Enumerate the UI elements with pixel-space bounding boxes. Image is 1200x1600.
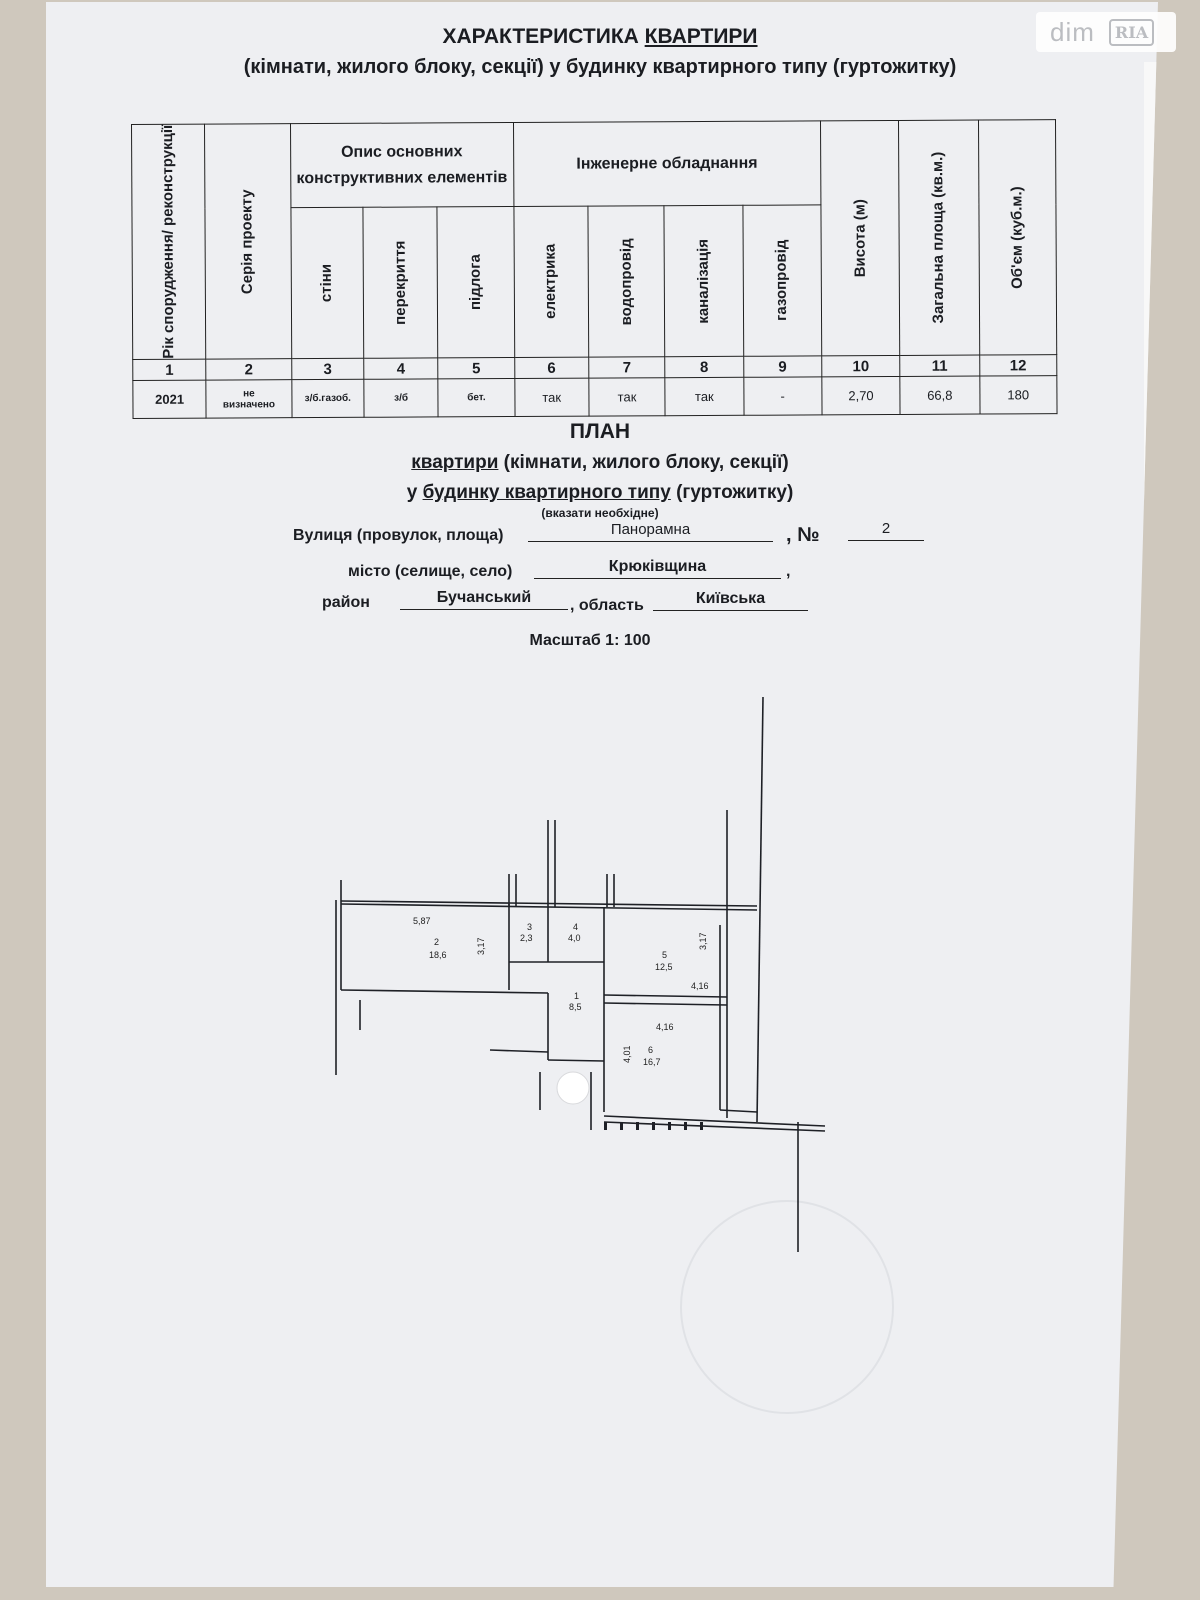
scale-label: Масштаб 1: 100 (529, 632, 651, 649)
header-year-label: Рік спорудження/ реконструкції (159, 124, 178, 359)
title-underlined: КВАРТИРИ (644, 25, 758, 48)
value-series-line2: визначено (222, 398, 276, 411)
value-water: так (589, 378, 666, 416)
outer-wall (720, 1110, 757, 1112)
room4-number: 4 (573, 922, 579, 932)
plan-title: ПЛАН (569, 420, 631, 443)
room6-width-dim: 4,16 (656, 1022, 674, 1032)
col-number: 10 (822, 355, 900, 376)
district-label: район (322, 594, 370, 611)
header-volume-label: Об'єм (куб.м.) (1008, 186, 1026, 289)
plan-line1-rest: (кімнати, жилого блоку, секції) (498, 452, 789, 473)
room6-depth-dim: 4,01 (622, 1045, 632, 1063)
watermark-dim-text: dim (1050, 16, 1095, 47)
col-number: 11 (900, 355, 979, 376)
header-water-label: водопровід (617, 237, 635, 325)
district-field: Бучанський (400, 589, 568, 610)
header-ceilings-label: перекриття (391, 240, 409, 325)
col-number: 2 (206, 359, 291, 380)
header-walls-label: стіни (318, 263, 336, 303)
plan-line1-underlined: квартири (411, 452, 499, 473)
region-field: Київська (653, 590, 808, 611)
city-comma: , (786, 563, 791, 580)
window-mullion (604, 1122, 607, 1130)
window-mullion (668, 1122, 671, 1130)
window-mullion (636, 1122, 639, 1130)
number-field: 2 (848, 520, 924, 541)
room2-width-dim: 5,87 (413, 916, 431, 926)
value-floor: бет. (438, 379, 515, 417)
region-label: , область (570, 597, 644, 614)
interior-wall (604, 995, 727, 997)
plan-line2-prefix: у (406, 482, 423, 503)
value-sewer: так (665, 377, 744, 415)
header-gas-label: газопровід (772, 239, 791, 322)
plan-hint: (вказати необхідне) (541, 506, 659, 520)
room2-depth-dim: 3,17 (476, 937, 486, 955)
col-number: 12 (979, 355, 1057, 376)
street-field: Панорамна (528, 521, 773, 542)
document-subtitle: (кімнати, жилого блоку, секції) у будинку квартирного типу (гуртожитку) (243, 56, 957, 78)
number-label: , № (786, 524, 820, 546)
title-prefix: ХАРАКТЕРИСТИКА (442, 25, 639, 48)
value-electric: так (514, 378, 589, 416)
room4-area: 4,0 (568, 933, 581, 943)
room5-depth-dim: 3,17 (698, 932, 708, 950)
header-area-label: Загальна площа (кв.м.) (929, 151, 948, 324)
col-number: 6 (514, 357, 588, 378)
value-volume: 180 (979, 376, 1057, 414)
watermark-ria-logo: RIA (1109, 19, 1154, 46)
room1-number: 1 (574, 991, 580, 1001)
interior-wall (490, 1050, 548, 1052)
header-sewer-label: каналізація (694, 238, 712, 324)
street-label: Вулиця (провулок, площа) (293, 527, 504, 544)
header-height-label: Висота (м) (850, 199, 869, 278)
city-field: Крюківщина (534, 558, 781, 579)
room1-area: 8,5 (569, 1002, 582, 1012)
col-number: 5 (438, 358, 514, 379)
header-engineering-group: Інженерне обладнання (513, 121, 821, 207)
value-year: 2021 (133, 380, 207, 418)
window-mullion (684, 1122, 687, 1130)
value-height: 2,70 (822, 376, 901, 414)
col-number: 8 (665, 356, 743, 377)
room6-number: 6 (648, 1045, 654, 1055)
header-construction-group: Опис основних конструктивних елементів (290, 122, 513, 207)
overlay-dot (557, 1072, 589, 1104)
col-number: 9 (743, 356, 821, 377)
col-number: 1 (133, 359, 206, 380)
window-mullion (700, 1122, 703, 1130)
window-mullion (620, 1122, 623, 1130)
header-floor-label: підлога (466, 254, 484, 311)
interior-wall (548, 1060, 604, 1061)
room5-area: 12,5 (655, 962, 673, 972)
interior-wall (604, 1003, 727, 1005)
value-walls: з/б.газоб. (292, 379, 364, 417)
plan-line2-rest: (гуртожитку) (670, 482, 794, 503)
header-series-label: Серія проекту (238, 188, 257, 294)
building-wall-line (757, 697, 763, 1122)
room3-number: 3 (527, 922, 533, 932)
room5-number: 5 (662, 950, 668, 960)
col-number: 4 (364, 358, 438, 379)
value-area: 66,8 (900, 376, 980, 414)
value-ceilings: з/б (364, 379, 439, 417)
col-number: 3 (291, 358, 363, 379)
room5-width-dim: 4,16 (691, 981, 709, 991)
interior-wall (341, 990, 548, 993)
value-gas: - (743, 377, 822, 415)
room6-area: 16,7 (643, 1057, 661, 1067)
room2-area: 18,6 (429, 950, 447, 960)
room3-area: 2,3 (520, 933, 533, 943)
col-number: 7 (589, 357, 665, 378)
header-electric-label: електрика (541, 244, 560, 320)
city-label: місто (селище, село) (348, 563, 513, 580)
room2-number: 2 (434, 937, 440, 947)
window-mullion (652, 1122, 655, 1130)
plan-line2-underlined: будинку квартирного типу (422, 482, 671, 503)
value-series-line1: не (243, 387, 255, 399)
